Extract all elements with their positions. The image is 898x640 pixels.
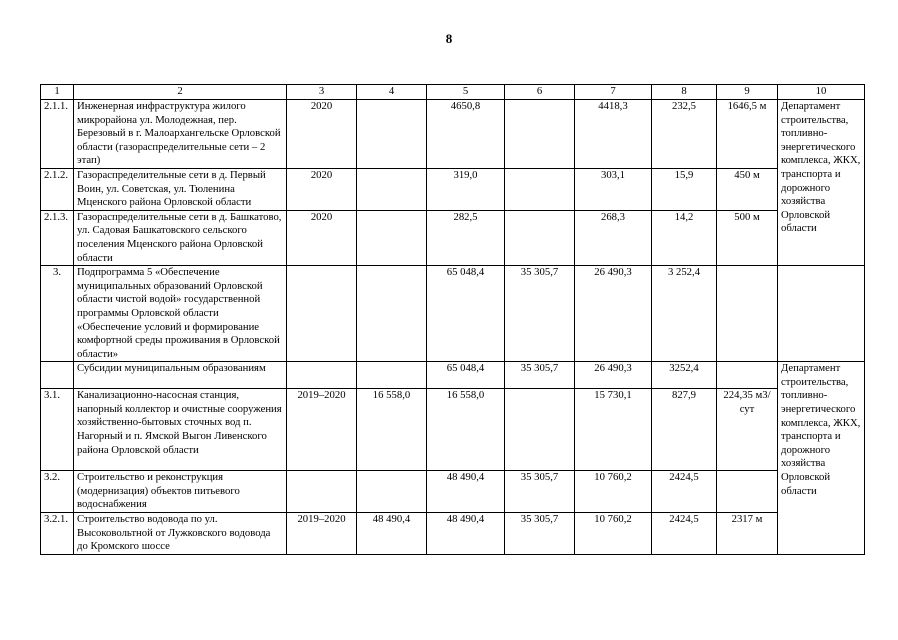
row-value: 2424,5 (652, 471, 717, 513)
row-name: Субсидии муниципальным образованиям (74, 362, 287, 389)
column-header: 7 (575, 85, 652, 100)
table-row (41, 210, 865, 265)
column-header: 3 (287, 85, 357, 100)
row-value: 10 760,2 (575, 471, 652, 513)
row-year: 2020 (287, 210, 357, 265)
page-number: 8 (445, 31, 453, 46)
row-name: Инженерная инфраструктура жилого микрорайона ул. Молодежная, пер. Березовый в г. Малоархангельске Орловской области (газораспределительные сети – 2 этап) (74, 100, 287, 169)
row-value: 35 305,7 (505, 471, 575, 513)
row-code: 3.1. (41, 389, 74, 471)
row-capacity: 450 м (717, 168, 778, 210)
program-table (40, 84, 865, 555)
row-code: 2.1.1. (41, 100, 74, 169)
row-value: 319,0 (427, 168, 505, 210)
row-name: Канализационно-насосная станция, напорный коллектор и очистные сооружения хозяйственно-бытовых сточных вод п. Нагорный и п. Ямской Выгон Ливенского района Орловской области (74, 389, 287, 471)
row-year: 2019–2020 (287, 513, 357, 555)
row-value: 282,5 (427, 210, 505, 265)
row-value: 48 490,4 (357, 513, 427, 555)
row-value: 268,3 (575, 210, 652, 265)
row-year: 2019–2020 (287, 389, 357, 471)
row-capacity (717, 266, 778, 362)
column-header: 4 (357, 85, 427, 100)
table-row (41, 168, 865, 210)
row-value: 4418,3 (575, 100, 652, 169)
row-value (505, 389, 575, 471)
column-header: 9 (717, 85, 778, 100)
row-value (505, 100, 575, 169)
row-value: 2424,5 (652, 513, 717, 555)
row-capacity: 224,35 м3/сут (717, 389, 778, 471)
row-value: 65 048,4 (427, 266, 505, 362)
table-row (41, 266, 865, 362)
row-value: 35 305,7 (505, 266, 575, 362)
row-value (357, 266, 427, 362)
row-value (505, 168, 575, 210)
row-code: 3. (41, 266, 74, 362)
row-value (505, 210, 575, 265)
row-value: 35 305,7 (505, 513, 575, 555)
row-year (287, 471, 357, 513)
row-code: 2.1.3. (41, 210, 74, 265)
row-name: Газораспределительные сети в д. Первый Воин, ул. Советская, ул. Тюленина Мценского района Орловской области (74, 168, 287, 210)
row-name: Газораспределительные сети в д. Башкатово, ул. Садовая Башкатовского сельского поселения Мценского района Орловской области (74, 210, 287, 265)
row-value: 10 760,2 (575, 513, 652, 555)
row-code: 2.1.2. (41, 168, 74, 210)
row-year: 2020 (287, 168, 357, 210)
row-value: 26 490,3 (575, 362, 652, 389)
row-value (357, 100, 427, 169)
column-header: 2 (74, 85, 287, 100)
table-row (41, 362, 865, 389)
column-header: 8 (652, 85, 717, 100)
row-value: 15 730,1 (575, 389, 652, 471)
row-value: 65 048,4 (427, 362, 505, 389)
table-row (41, 389, 865, 471)
row-code (41, 362, 74, 389)
table-row (41, 471, 865, 513)
row-code: 3.2. (41, 471, 74, 513)
row-value: 16 558,0 (427, 389, 505, 471)
row-value: 15,9 (652, 168, 717, 210)
column-header: 1 (41, 85, 74, 100)
row-name: Подпрограмма 5 «Обеспечение муниципальных образований Орловской области чистой водой» государственной программы Орловской области «Обеспечение условий и формирование комфортной среды проживания в Орловской области» (74, 266, 287, 362)
row-name: Строительство водовода по ул. Высоковольтной от Лужковского водовода до Кромского шоссе (74, 513, 287, 555)
row-name: Строительство и реконструкция (модернизация) объектов питьевого водоснабжения (74, 471, 287, 513)
row-value: 48 490,4 (427, 513, 505, 555)
row-year: 2020 (287, 100, 357, 169)
row-value: 14,2 (652, 210, 717, 265)
row-value: 16 558,0 (357, 389, 427, 471)
responsible-department: Департамент строительства, топливно-энергетического комплекса, ЖКХ, транспорта и дорожного хозяйства Орловской области (778, 362, 865, 555)
row-value: 827,9 (652, 389, 717, 471)
row-value (357, 362, 427, 389)
column-header: 6 (505, 85, 575, 100)
row-capacity (717, 362, 778, 389)
row-value: 232,5 (652, 100, 717, 169)
row-value: 4650,8 (427, 100, 505, 169)
row-code: 3.2.1. (41, 513, 74, 555)
row-capacity: 1646,5 м (717, 100, 778, 169)
row-year (287, 266, 357, 362)
row-year (287, 362, 357, 389)
table-header-row (41, 85, 865, 100)
table-row (41, 100, 865, 169)
row-value (357, 168, 427, 210)
row-value (357, 210, 427, 265)
row-value: 3252,4 (652, 362, 717, 389)
row-capacity (717, 471, 778, 513)
column-header: 10 (778, 85, 865, 100)
row-value: 3 252,4 (652, 266, 717, 362)
responsible-department: Департамент строительства, топливно-энергетического комплекса, ЖКХ, транспорта и дорожного хозяйства Орловской области (778, 100, 865, 266)
column-header: 5 (427, 85, 505, 100)
row-capacity: 500 м (717, 210, 778, 265)
row-value: 35 305,7 (505, 362, 575, 389)
responsible-department (778, 266, 865, 362)
row-value (357, 471, 427, 513)
row-value: 48 490,4 (427, 471, 505, 513)
row-capacity: 2317 м (717, 513, 778, 555)
row-value: 303,1 (575, 168, 652, 210)
row-value: 26 490,3 (575, 266, 652, 362)
table-row (41, 513, 865, 555)
